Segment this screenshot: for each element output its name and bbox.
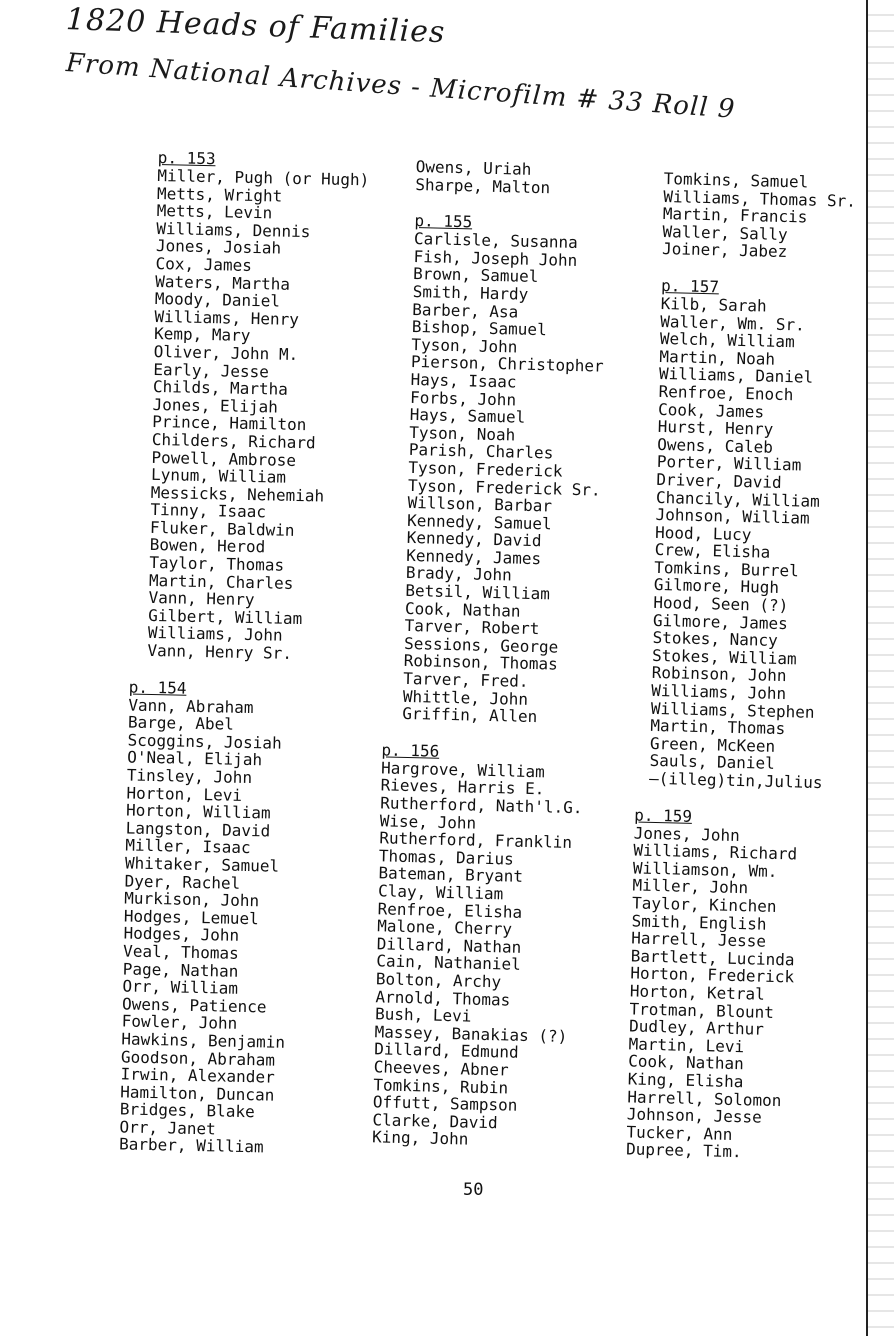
section-p153 <box>147 148 370 664</box>
family-head-entry: Fluker, Baldwin <box>149 517 295 540</box>
section-p156 <box>372 740 595 1151</box>
family-head-entry: Johnson, William <box>655 504 810 528</box>
family-head-entry: Horton, Ketral <box>629 981 765 1004</box>
family-head-entry: Hurst, Henry <box>657 417 774 439</box>
family-head-entry: Kennedy, David <box>406 528 542 551</box>
family-head-entry: Harrell, Solomon <box>627 1086 782 1110</box>
family-head-entry: Clarke, David <box>372 1109 498 1132</box>
family-head-entry: Arnold, Thomas <box>375 986 511 1010</box>
page-reference-label: p. 156 <box>381 740 440 761</box>
family-head-entry: Sessions, George <box>403 633 559 657</box>
family-head-entry: Taylor, Thomas <box>149 552 285 575</box>
family-head-entry: Green, McKeen <box>649 733 776 756</box>
family-head-entry: Hamilton, Duncan <box>120 1082 275 1105</box>
family-head-entry: Oliver, John M. <box>153 341 299 364</box>
family-head-entry: Tucker, Ann <box>626 1122 733 1144</box>
family-head-entry: Lynum, William <box>150 465 287 487</box>
family-head-entry: Bolton, Archy <box>375 969 502 992</box>
family-head-entry: Rieves, Harris E. <box>380 775 545 799</box>
section-continued <box>415 158 608 198</box>
family-head-entry: Clay, William <box>377 881 504 904</box>
family-head-entry: Pierson, Christopher <box>410 352 604 376</box>
family-head-entry: Waller, Sally <box>662 221 788 244</box>
family-head-entry: Williamson, Wm. <box>632 858 778 881</box>
family-head-entry: Vann, Henry Sr. <box>147 640 293 663</box>
family-head-entry: Sharpe, Malton <box>415 174 551 197</box>
family-head-entry: Forbs, John <box>409 387 517 410</box>
family-head-entry: Jones, Josiah <box>155 236 282 258</box>
family-head-entry: Robinson, John <box>651 663 787 686</box>
family-head-entry: Cook, James <box>657 399 765 422</box>
handwritten-title-line-1: 1820 Heads of Families <box>65 2 446 51</box>
family-head-entry: Kemp, Mary <box>153 324 251 346</box>
family-head-entry: Cook, Nathan <box>404 598 521 621</box>
family-head-entry: Thomas, Darius <box>378 846 514 869</box>
family-head-entry: Hays, Samuel <box>409 405 526 427</box>
family-head-entry: Waller, Wm. Sr. <box>660 311 805 335</box>
family-head-entry: Harrell, Jesse <box>630 928 767 951</box>
family-head-entry: Jones, Elijah <box>152 394 279 417</box>
family-head-entry: Bartlett, Lucinda <box>630 946 795 970</box>
family-head-entry: Smith, Hardy <box>412 281 529 304</box>
family-head-entry: Offutt, Sampson <box>372 1092 518 1115</box>
family-head-entry: Tyson, Frederick Sr. <box>407 475 601 500</box>
family-head-entry: Cheeves, Abner <box>373 1057 509 1080</box>
family-head-entry: Williams, Henry <box>154 306 300 329</box>
family-head-entry: Scoggins, Josiah <box>127 730 282 753</box>
family-head-entry: Cox, James <box>155 253 253 275</box>
binding-edge <box>866 0 894 1336</box>
page-number: 50 <box>463 1180 484 1200</box>
family-head-entry: Renfroe, Enoch <box>658 381 794 405</box>
family-head-entry: Bridges, Blake <box>119 1099 255 1122</box>
family-head-entry: Williams, Thomas Sr. <box>663 186 857 211</box>
family-head-entry: Early, Jesse <box>153 359 270 381</box>
family-head-entry: Kennedy, James <box>406 545 542 569</box>
family-head-entry: Whittle, John <box>402 686 529 709</box>
family-head-entry: Joiner, Jabez <box>661 239 788 262</box>
page-reference-label: p. 159 <box>634 805 693 826</box>
family-head-entry: Metts, Levin <box>156 201 273 223</box>
family-head-entry: Metts, Wright <box>156 183 283 206</box>
family-head-entry: Robinson, Thomas <box>403 651 559 675</box>
family-head-entry: Stokes, Nancy <box>652 628 779 651</box>
family-head-entry: Carlisle, Susanna <box>413 229 578 253</box>
family-head-entry: Irwin, Alexander <box>120 1064 275 1087</box>
family-head-entry: Miller, Isaac <box>125 835 251 858</box>
family-head-entry: Hood, Seen (?) <box>653 592 789 616</box>
family-head-entry: Tomkins, Burrel <box>654 557 799 581</box>
family-head-entry: Barber, Asa <box>412 299 519 322</box>
family-head-entry: Williams, John <box>147 623 283 646</box>
family-head-entry: Rutherford, Franklin <box>379 828 573 853</box>
family-head-entry: Childers, Richard <box>151 429 316 453</box>
family-head-entry: Waters, Martha <box>155 271 291 294</box>
family-head-entry: Williams, Dennis <box>156 218 311 241</box>
family-head-entry: Dyer, Rachel <box>124 871 241 893</box>
family-head-entry: Orr, William <box>122 976 239 998</box>
family-head-entry: Smith, English <box>631 910 767 934</box>
family-head-entry: Goodson, Abraham <box>120 1046 276 1070</box>
family-head-entry: Horton, William <box>125 800 271 823</box>
family-head-entry: O'Neal, Elijah <box>127 747 263 770</box>
family-head-entry: Hargrove, William <box>380 758 546 782</box>
family-head-entry: Tyson, Noah <box>409 422 516 445</box>
family-head-entry: Owens, Caleb <box>657 434 774 457</box>
family-head-entry: Tyson, Frederick <box>408 457 563 481</box>
family-head-entry: Tinny, Isaac <box>150 500 267 522</box>
section-p159 <box>626 805 841 1163</box>
family-head-entry: Dillard, Nathan <box>376 934 522 957</box>
family-head-entry: King, Elisha <box>627 1069 744 1092</box>
family-head-entry: Cook, Nathan <box>627 1051 745 1074</box>
family-head-entry: Vann, Henry <box>148 588 255 610</box>
family-head-entry: Gilmore, Hugh <box>653 575 780 598</box>
family-head-entry: Tomkins, Rubin <box>373 1074 509 1098</box>
family-head-entry: Gilmore, James <box>652 610 789 633</box>
page-reference-label: p. 153 <box>157 148 216 169</box>
family-head-entry: Jones, John <box>633 823 740 845</box>
family-head-entry: Bowen, Herod <box>149 535 266 557</box>
family-head-entry: Langston, David <box>125 818 271 841</box>
family-head-entry: Williams, Stephen <box>650 698 815 722</box>
family-head-entry: Bateman, Bryant <box>378 863 524 887</box>
family-head-entry: Tomkins, Samuel <box>663 169 809 192</box>
page-reference-label: p. 154 <box>128 677 187 698</box>
family-head-entry: Bishop, Samuel <box>411 317 547 340</box>
family-head-entry: Horton, Frederick <box>630 963 795 987</box>
page-reference-label: p. 155 <box>414 211 473 232</box>
family-head-entry: Willson, Barbar <box>407 492 553 516</box>
family-head-entry: Moody, Daniel <box>154 289 281 311</box>
family-head-entry: Taylor, Kinchen <box>631 893 777 916</box>
family-head-entry: Martin, Charles <box>148 570 294 593</box>
family-head-entry: Cain, Nathaniel <box>376 951 522 975</box>
family-head-entry: Griffin, Allen <box>402 704 538 727</box>
family-head-entry: Hawkins, Benjamin <box>121 1029 286 1052</box>
family-head-entry: Johnson, Jesse <box>626 1104 762 1127</box>
family-head-entry: Trotman, Blount <box>629 998 775 1022</box>
family-head-entry: Parish, Charles <box>408 440 554 463</box>
family-head-entry: Miller, John <box>632 875 749 898</box>
section-p154 <box>119 677 359 1158</box>
family-head-entry: Brown, Samuel <box>412 264 539 287</box>
family-head-entry: Owens, Patience <box>121 994 267 1017</box>
family-head-entry: Tinsley, John <box>126 765 253 788</box>
family-head-entry: Fowler, John <box>121 1011 238 1034</box>
family-head-entry: Martin, Thomas <box>650 716 786 739</box>
family-head-entry: Kilb, Sarah <box>660 293 767 316</box>
family-head-entry: Hodges, Lemuel <box>123 906 259 929</box>
family-head-entry: Stokes, William <box>651 645 797 669</box>
family-head-entry: Hodges, John <box>123 923 240 946</box>
column-1 <box>118 148 370 1158</box>
family-head-entry: Gilbert, William <box>148 605 303 628</box>
family-head-entry: Welch, William <box>659 329 795 352</box>
family-head-entry: Fish, Joseph John <box>413 246 578 270</box>
family-head-entry: Bush, Levi <box>374 1004 472 1026</box>
family-head-entry: Vann, Abraham <box>128 695 254 717</box>
family-head-entry: Sauls, Daniel <box>649 751 775 774</box>
family-head-entry: Whitaker, Samuel <box>124 853 280 876</box>
family-head-entry: Miller, Pugh (or Hugh) <box>157 165 370 190</box>
family-head-entry: Chancily, William <box>655 487 820 511</box>
column-3 <box>625 169 857 1163</box>
column-2 <box>371 157 609 1151</box>
family-head-entry: Kennedy, Samuel <box>406 510 552 534</box>
family-head-entry: Williams, Richard <box>633 840 798 864</box>
family-head-entry: Brady, John <box>405 563 513 585</box>
handwritten-title-line-2: From National Archives - Microfilm # 33 Roll 9 <box>64 48 737 125</box>
section-p155 <box>402 211 607 727</box>
family-head-entry: Powell, Ambrose <box>151 447 297 470</box>
page-reference-label: p. 157 <box>660 275 720 297</box>
section-continued <box>662 170 857 263</box>
family-head-entry: Childs, Martha <box>152 377 289 399</box>
family-head-entry: Crew, Elisha <box>654 540 771 562</box>
family-head-entry: Page, Nathan <box>122 958 239 981</box>
family-head-entry: Martin, Levi <box>628 1034 745 1056</box>
family-head-entry: Tarver, Fred. <box>403 668 529 691</box>
family-head-entry: Prince, Hamilton <box>152 412 307 435</box>
family-head-entry: Porter, William <box>656 452 802 475</box>
family-head-entry: Williams, Daniel <box>658 364 814 388</box>
family-head-entry: Renfroe, Elisha <box>377 898 523 922</box>
family-head-entry: Dillard, Edmund <box>373 1039 519 1063</box>
family-head-entry: Wise, John <box>379 810 477 833</box>
family-head-entry: Tarver, Robert <box>404 616 540 639</box>
family-head-entry: Dupree, Tim. <box>625 1139 742 1162</box>
family-head-entry: Massey, Banakias (?) <box>374 1021 568 1046</box>
family-head-entry: Hood, Lucy <box>654 522 752 544</box>
family-head-entry: King, John <box>371 1127 469 1149</box>
family-head-entry: —(illeg)tin,Julius <box>648 768 823 793</box>
family-head-entry: Barber, William <box>118 1134 264 1157</box>
family-head-entry: Owens, Uriah <box>415 157 532 179</box>
family-head-entry: Murkison, John <box>124 888 260 911</box>
family-head-entry: Orr, Janet <box>119 1117 216 1139</box>
family-head-entry: Rutherford, Nath'l.G. <box>380 793 583 818</box>
family-head-entry: Williams, John <box>651 680 787 704</box>
family-head-entry: Betsil, William <box>405 580 551 604</box>
family-head-entry: Veal, Thomas <box>122 941 239 963</box>
family-head-entry: Martin, Noah <box>659 346 776 369</box>
family-head-entry: Barge, Abel <box>127 712 235 734</box>
family-head-entry: Hays, Isaac <box>410 369 517 392</box>
family-head-entry: Tyson, John <box>411 334 518 357</box>
family-head-entry: Malone, Cherry <box>376 916 513 939</box>
family-head-entry: Messicks, Nehemiah <box>150 482 325 506</box>
family-head-entry: Martin, Francis <box>662 204 808 227</box>
family-head-entry: Driver, David <box>656 469 782 492</box>
section-p157 <box>649 276 854 792</box>
family-head-entry: Horton, Levi <box>126 783 243 805</box>
family-head-entry: Dudley, Arthur <box>628 1016 765 1039</box>
